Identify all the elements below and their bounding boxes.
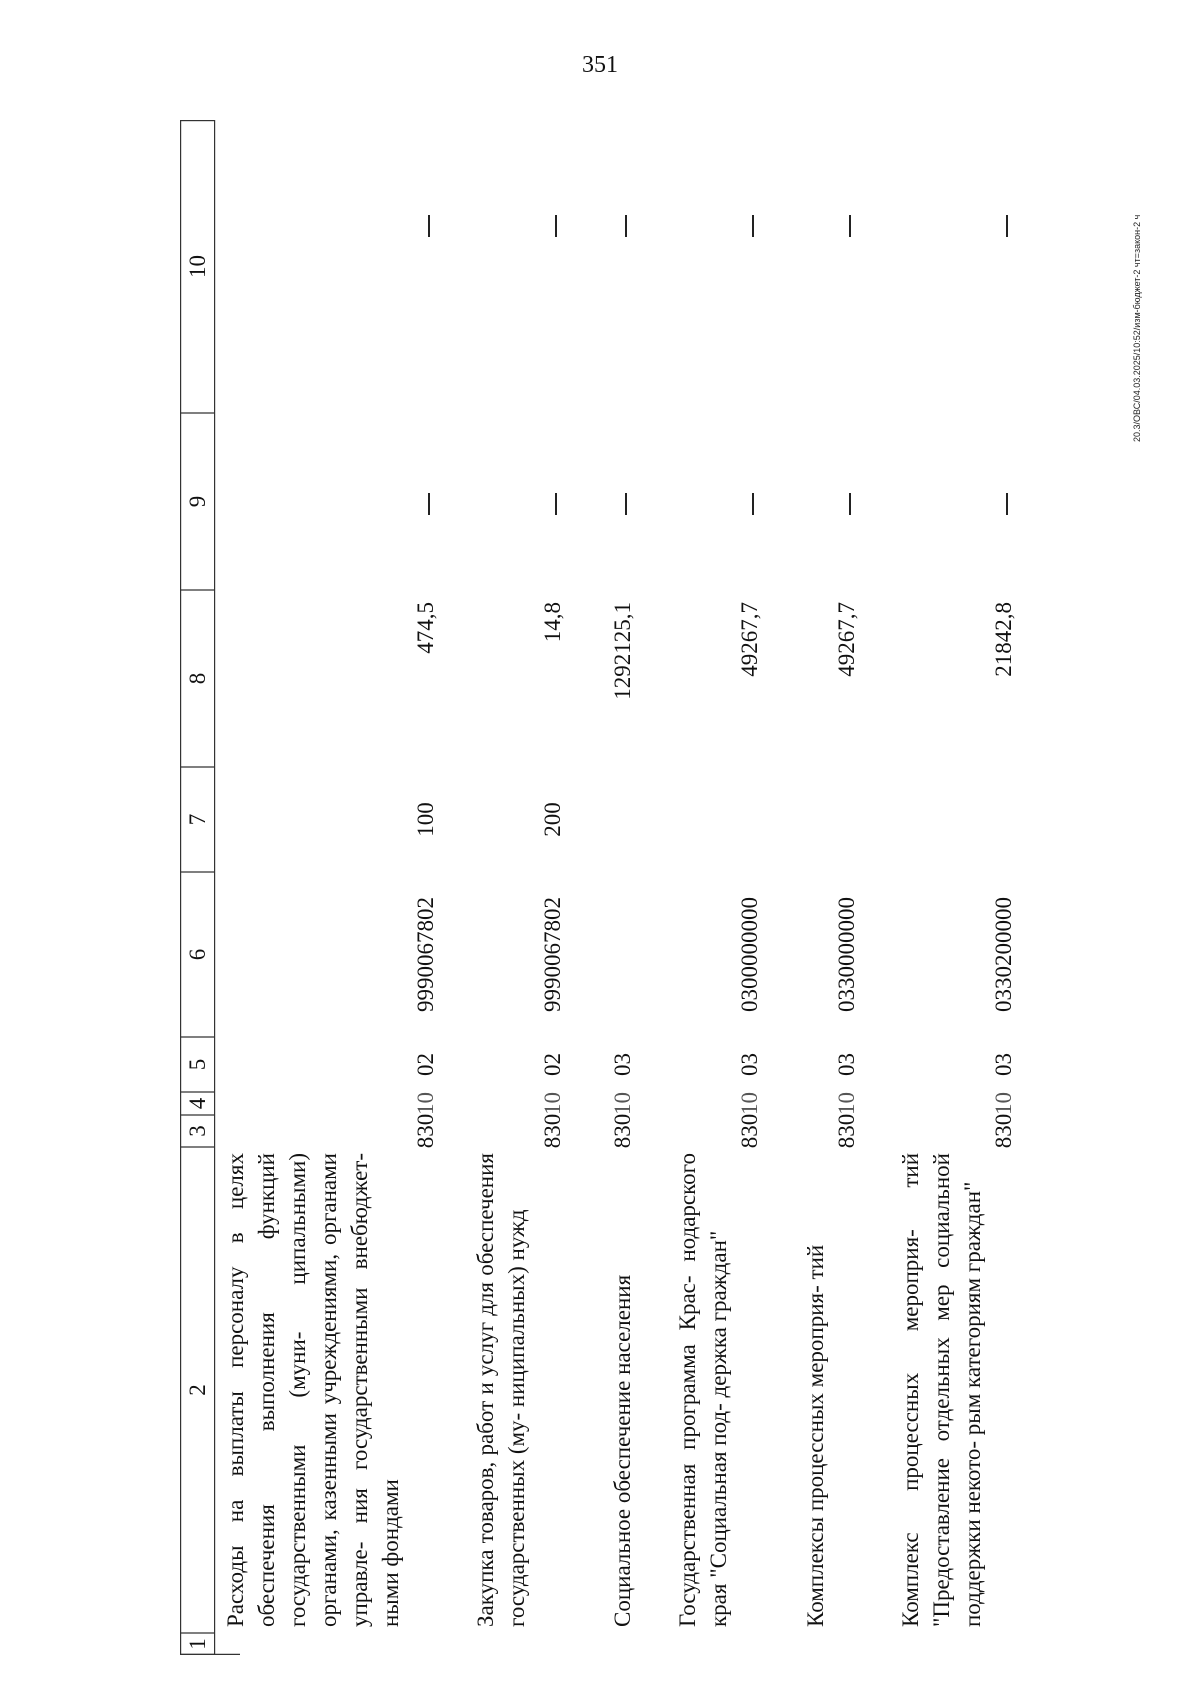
- row-4-col-9-dash: [752, 493, 754, 515]
- header-col-2: 2: [185, 1384, 210, 1396]
- row-6-col-6: 0330200000: [991, 897, 1016, 1012]
- row-2-col-3: 830: [540, 1113, 565, 1149]
- row-5-col-9-dash: [849, 493, 851, 515]
- row-5-col-4: 10: [834, 1092, 859, 1115]
- row-3-col-4: 10: [610, 1092, 635, 1115]
- row-6-col-3: 830: [991, 1113, 1016, 1149]
- document-stamp: 20.3/ОВС/04.03.2025/10:52/изм-бюджет-2 чт=закон-2 ч: [1132, 214, 1142, 442]
- row-6-col-8: 21842,8: [991, 602, 1016, 677]
- row-5-col-10-dash: [849, 215, 851, 237]
- row-1-description: Расходы на выплаты персоналу в целях обеспечения выполнения функций государственными (муни- ципальными) органами, казенными учреждениями, органами управле- ния государственными внебюджет- ными фондами: [223, 1153, 403, 1627]
- header-col-3: 3: [185, 1125, 210, 1137]
- page-number: 351: [582, 52, 618, 78]
- row-1-col-7: 100: [413, 802, 438, 837]
- row-1-col-8: 474,5: [413, 602, 438, 654]
- row-2-col-4: 10: [540, 1092, 565, 1115]
- header-col-8: 8: [185, 672, 210, 685]
- row-3-col-3: 830: [610, 1113, 635, 1149]
- row-1-col-9-dash: [428, 493, 430, 515]
- row-4-col-4: 10: [737, 1092, 762, 1115]
- row-1-col-3: 830: [413, 1113, 438, 1149]
- row-3-col-9-dash: [625, 493, 627, 515]
- row-4-col-3: 830: [737, 1113, 762, 1149]
- header-col-5: 5: [185, 1058, 210, 1071]
- row-2-col-10-dash: [555, 215, 557, 237]
- header-col-6: 6: [185, 948, 210, 961]
- row-5-col-5: 03: [834, 1053, 859, 1076]
- header-col-10: 10: [185, 255, 210, 278]
- row-2-col-5: 02: [540, 1053, 565, 1076]
- row-2-description: Закупка товаров, работ и услуг для обеспечения государственных (му- ниципальных) нужд: [473, 1153, 529, 1627]
- row-6-col-9-dash: [1006, 493, 1008, 515]
- row-2-col-8: 14,8: [540, 602, 565, 643]
- row-1-col-5: 02: [413, 1053, 438, 1076]
- row-3-description: Социальное обеспечение населения: [610, 1274, 635, 1627]
- row-5-description: Комплексы процессных мероприя- тий: [803, 1244, 828, 1627]
- header-col-7: 7: [185, 813, 210, 826]
- header-col-1: 1: [185, 1638, 210, 1650]
- row-5-col-8: 49267,7: [834, 602, 859, 677]
- header-col-9: 9: [185, 495, 210, 508]
- row-3-col-10-dash: [625, 215, 627, 237]
- row-2-col-9-dash: [555, 493, 557, 515]
- row-6-col-10-dash: [1006, 215, 1008, 237]
- row-1-col-4: 10: [413, 1092, 438, 1115]
- row-4-col-10-dash: [752, 215, 754, 237]
- budget-table: [180, 120, 1075, 1655]
- row-3-col-5: 03: [610, 1053, 635, 1076]
- row-6-description: Комплекс процессных мероприя- тий "Предоставление отдельных мер социальной поддержки некото- рым категориям граждан": [898, 1153, 985, 1627]
- row-5-col-3: 830: [834, 1113, 859, 1149]
- row-4-col-6: 0300000000: [737, 897, 762, 1012]
- row-4-col-5: 03: [737, 1053, 762, 1076]
- row-3-col-8: 1292125,1: [610, 602, 635, 700]
- header-col-4: 4: [185, 1097, 210, 1110]
- row-6-col-5: 03: [991, 1053, 1016, 1076]
- row-2-col-7: 200: [540, 802, 565, 837]
- row-4-description: Государственная программа Крас- нодарского края "Социальная под- держка граждан": [675, 1153, 731, 1627]
- row-1-col-6: 9990067802: [413, 897, 438, 1012]
- row-6-col-4: 10: [991, 1092, 1016, 1115]
- row-4-col-8: 49267,7: [737, 602, 762, 677]
- row-1-col-10-dash: [428, 215, 430, 237]
- row-5-col-6: 0330000000: [834, 897, 859, 1012]
- row-2-col-6: 9990067802: [540, 897, 565, 1012]
